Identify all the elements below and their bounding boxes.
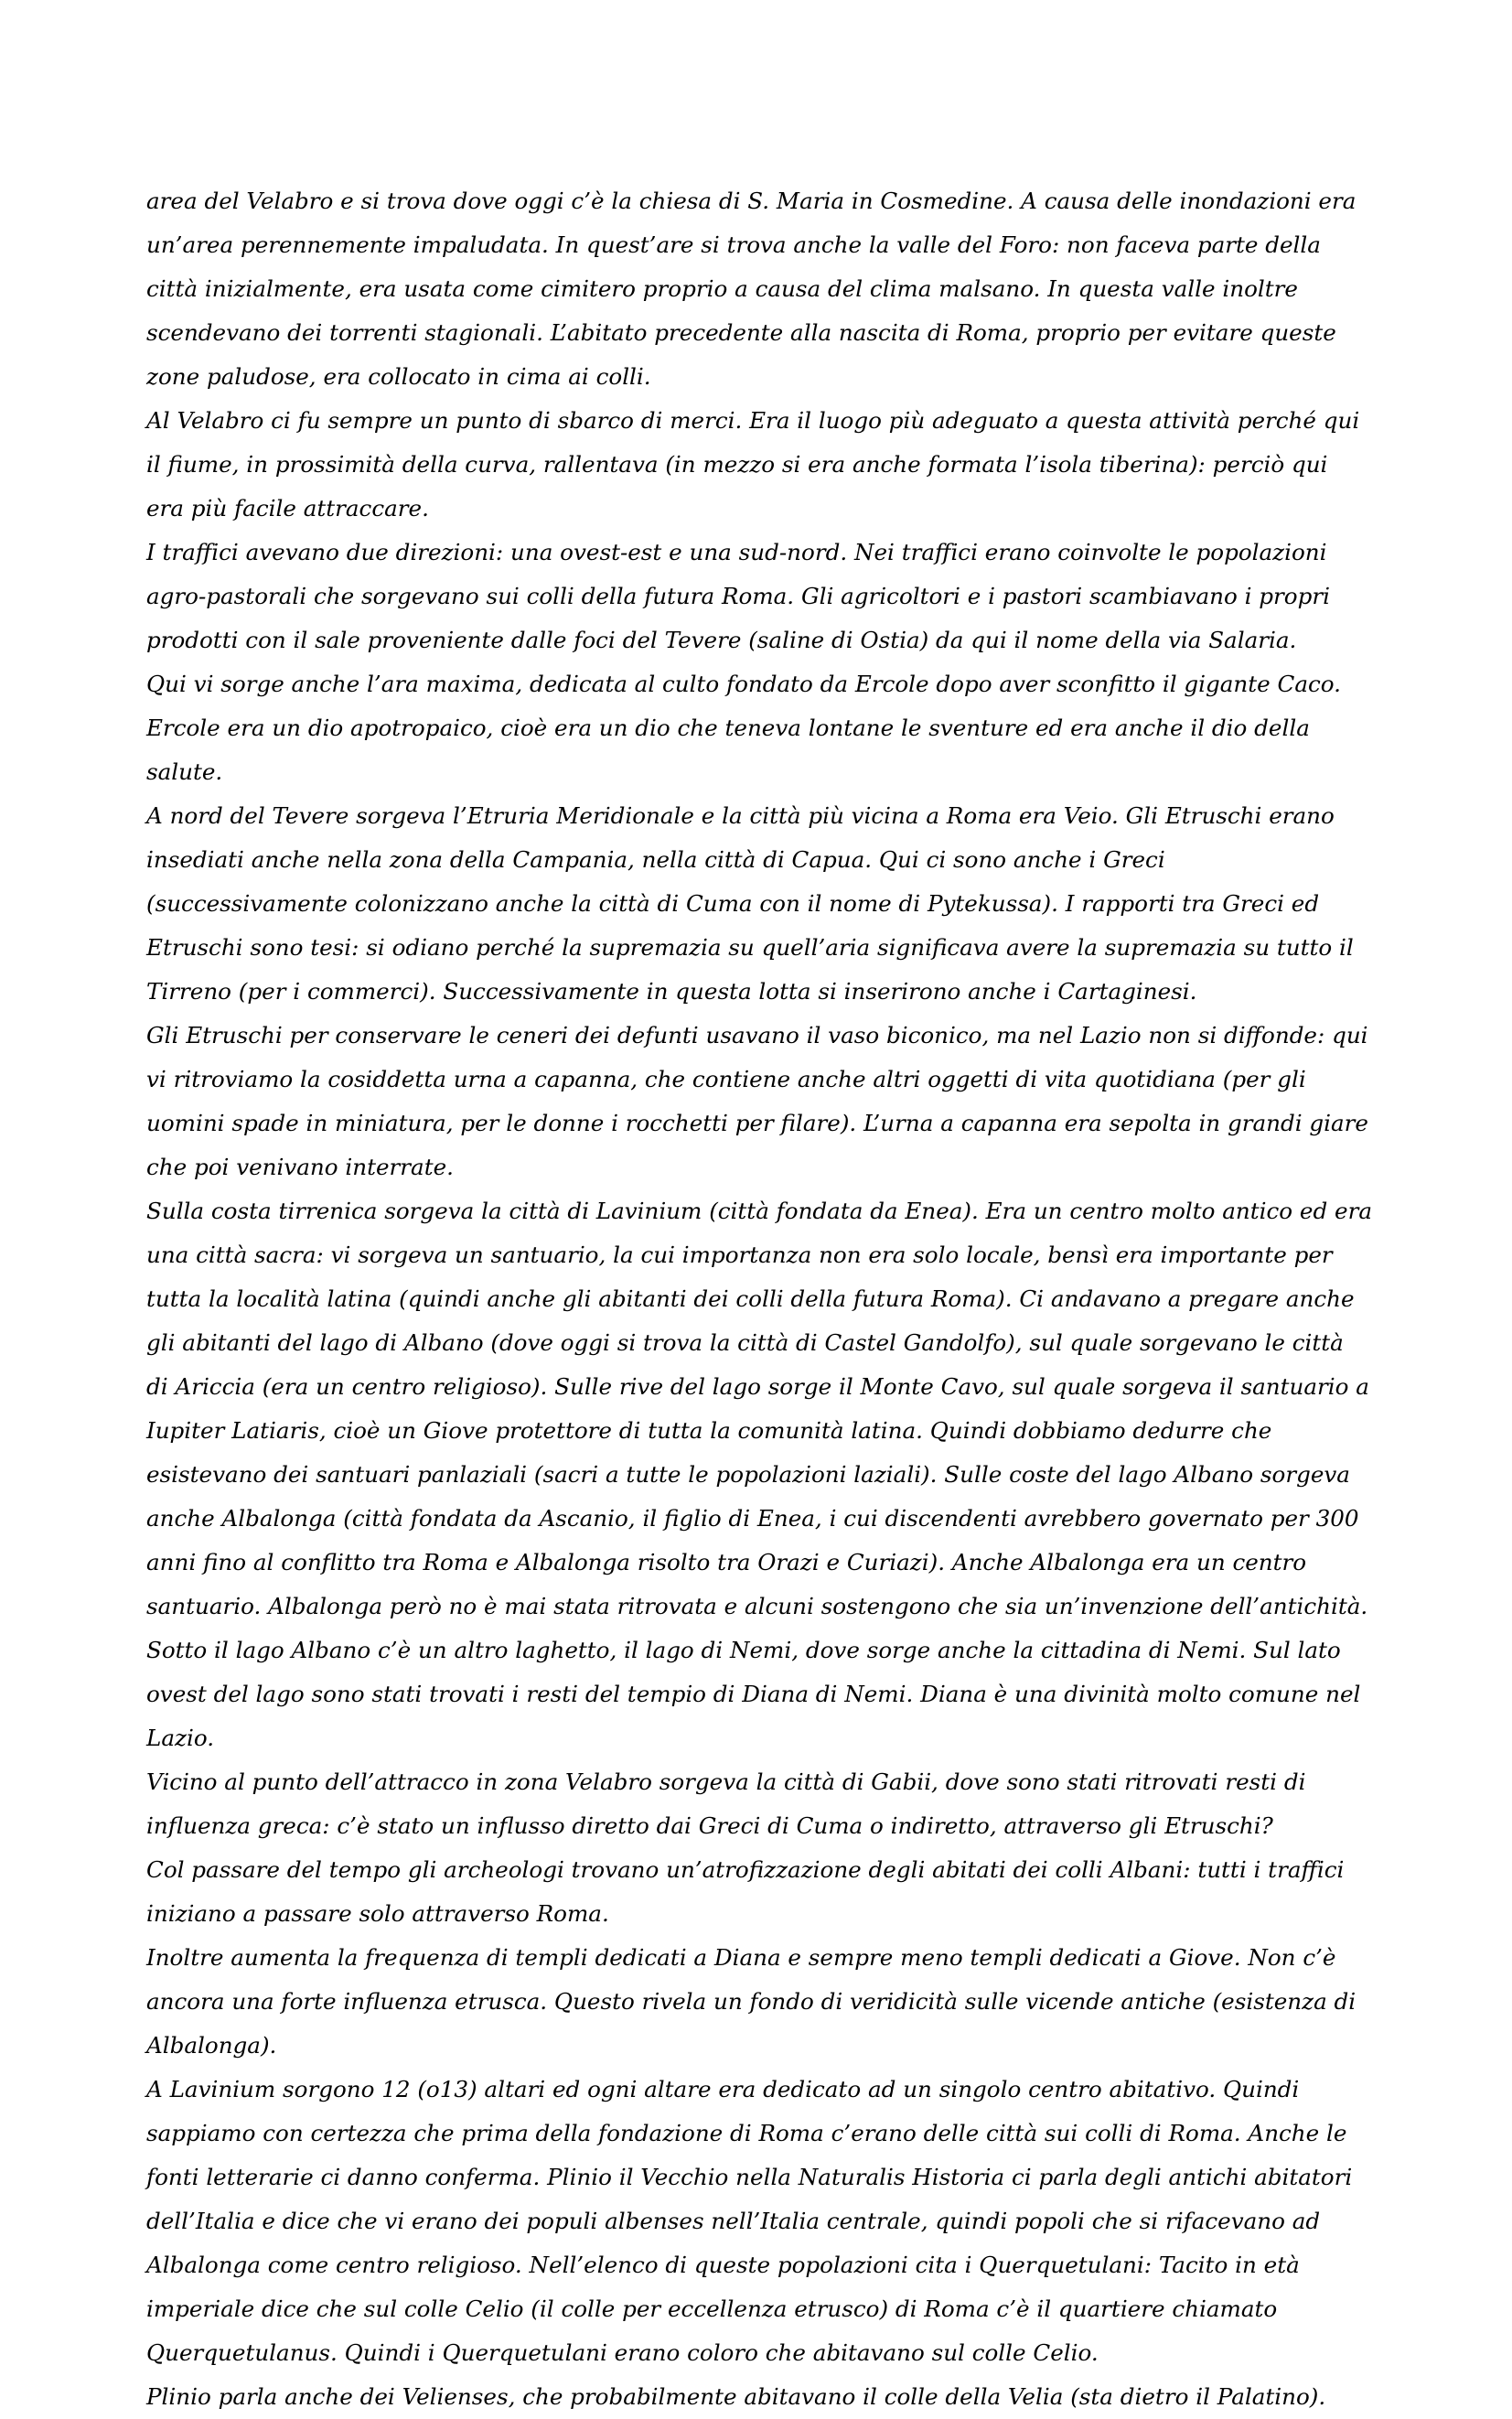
paragraph-traffic-routes: I traffici avevano due direzioni: una ovest-est e una sud-nord. Nei traffici erano coinvolte le popolazioni agro-pastorali che sorgevano sui colli della futura Roma. Gli agricoltori e i pastori scambiavano i propri prodotti con il sale proveniente dalle foci del Tevere (saline di Ostia) da qui il nome della via Salaria. — [146, 539, 1330, 653]
paragraph-velabro-landing: Al Velabro ci fu sempre un punto di sbarco di merci. Era il luogo più adeguato a questa attività perché qui il fiume, in prossimità della curva, rallentava (in mezzo si era anche formata l’isola tiberina): perciò qui era più facile attraccare. — [146, 407, 1360, 521]
paragraph-ara-maxima: Qui vi sorge anche l’ara maxima, dedicata al culto fondato da Ercole dopo aver sconfitto il gigante Caco. Ercole era un dio apotropaico, cioè era un dio che teneva lontane le sventure ed era anche il dio della salute. — [146, 671, 1341, 785]
paragraph-velabro-area: area del Velabro e si trova dove oggi c’è la chiesa di S. Maria in Cosmedine. A causa delle inondazioni era un’area perennemente impaludata. In quest’are si trova anche la valle del Foro: non faceva parte della città inizialmente, era usata come cimitero proprio a causa del clima malsano. In questa valle inoltre scendevano dei torrenti stagionali. L’abitato precedente alla nascita di Roma, proprio per evitare queste zone paludose, era collocato in cima ai colli. — [146, 188, 1357, 390]
paragraph-gabii: Vicino al punto dell’attracco in zona Velabro sorgeva la città di Gabii, dove sono stati ritrovati resti di influenza greca: c’è stato un influsso diretto dai Greci di Cuma o indiretto, attraverso gli Etruschi? — [146, 1769, 1306, 1839]
paragraph-alban-hills-decline: Col passare del tempo gli archeologi trovano un’atrofizzazione degli abitati dei colli Albani: tutti i traffici iniziano a passare solo attraverso Roma. — [146, 1856, 1345, 1927]
paragraph-velienses: Plinio parla anche dei Velienses, che probabilmente abitavano il colle della Velia (sta dietro il Palatino). — [146, 2383, 1326, 2410]
paragraph-lake-nemi: Sotto il lago Albano c’è un altro laghetto, il lago di Nemi, dove sorge anche la cittadina di Nemi. Sul lato ovest del lago sono stati trovati i resti del tempio di Diana di Nemi. Diana è una divinità molto comune nel Lazio. — [146, 1637, 1361, 1751]
paragraph-diana-temples: Inoltre aumenta la frequenza di templi dedicati a Diana e sempre meno templi dedicati a Giove. Non c’è ancora una forte influenza etrusca. Questo rivela un fondo di veridicità sulle vicende antiche (esistenza di Albalonga). — [146, 1944, 1357, 2059]
paragraph-hut-urn: Gli Etruschi per conservare le ceneri dei defunti usavano il vaso biconico, ma nel Lazio non si diffonde: qui vi ritroviamo la cosiddetta urna a capanna, che contiene anche altri oggetti di vita quotidiana (per gli uomini spade in miniatura, per le donne i rocchetti per filare). L’urna a capanna era sepolta in grandi giare che poi venivano interrate. — [146, 1022, 1368, 1180]
paragraph-lavinium-altars: A Lavinium sorgono 12 (o13) altari ed ogni altare era dedicato ad un singolo centro abitativo. Quindi sappiamo con certezza che prima della fondazione di Roma c’erano delle città sui colli di Roma. Anche le fonti letterarie ci danno conferma. Plinio il Vecchio nella Naturalis Historia ci parla degli antichi abitatori dell’Italia e dice che vi erano dei populi albenses nell’Italia centrale, quindi popoli che si rifacevano ad Albalonga come centro religioso. Nell’elenco di queste popolazioni cita i Querquetulani: Tacito in età imperiale dice che sul colle Celio (il colle per eccellenza etrusco) di Roma c’è il quartiere chiamato Querquetulanus. Quindi i Querquetulani erano coloro che abitavano sul colle Celio. — [146, 2076, 1353, 2366]
paragraph-southern-etruria: A nord del Tevere sorgeva l’Etruria Meridionale e la città più vicina a Roma era Veio. Gli Etruschi erano insediati anche nella zona della Campania, nella città di Capua. Qui ci sono anche i Greci (successivamente colonizzano anche la città di Cuma con il nome di Pytekussa). I rapporti tra Greci ed Etruschi sono tesi: si odiano perché la supremazia su quell’aria significava avere la supremazia su tutto il Tirreno (per i commerci). Successivamente in questa lotta si inserirono anche i Cartaginesi. — [146, 802, 1354, 1005]
paragraph-lavinium: Sulla costa tirrenica sorgeva la città di Lavinium (città fondata da Enea). Era un centro molto antico ed era una città sacra: vi sorgeva un santuario, la cui importanza non era solo locale, bensì era importante per tutta la località latina (quindi anche gli abitanti dei colli della futura Roma). Ci andavano a pregare anche gli abitanti del lago di Albano (dove oggi si trova la città di Castel Gandolfo), sul quale sorgevano le città di Ariccia (era un centro religioso). Sulle rive del lago sorge il Monte Cavo, sul quale sorgeva il santuario a Iupiter Latiaris, cioè un Giove protettore di tutta la comunità latina. Quindi dobbiamo dedurre che esistevano dei santuari panlaziali (sacri a tutte le popolazioni laziali). Sulle coste del lago Albano sorgeva anche Albalonga (città fondata da Ascanio, il figlio di Enea, i cui discendenti avrebbero governato per 300 anni fino al conflitto tra Roma e Albalonga risolto tra Orazi e Curiazi). Anche Albalonga era un centro santuario. Albalonga però no è mai stata ritrovata e alcuni sostengono che sia un’invenzione dell’antichità. — [146, 1198, 1373, 1619]
document-body — [146, 179, 1372, 2419]
